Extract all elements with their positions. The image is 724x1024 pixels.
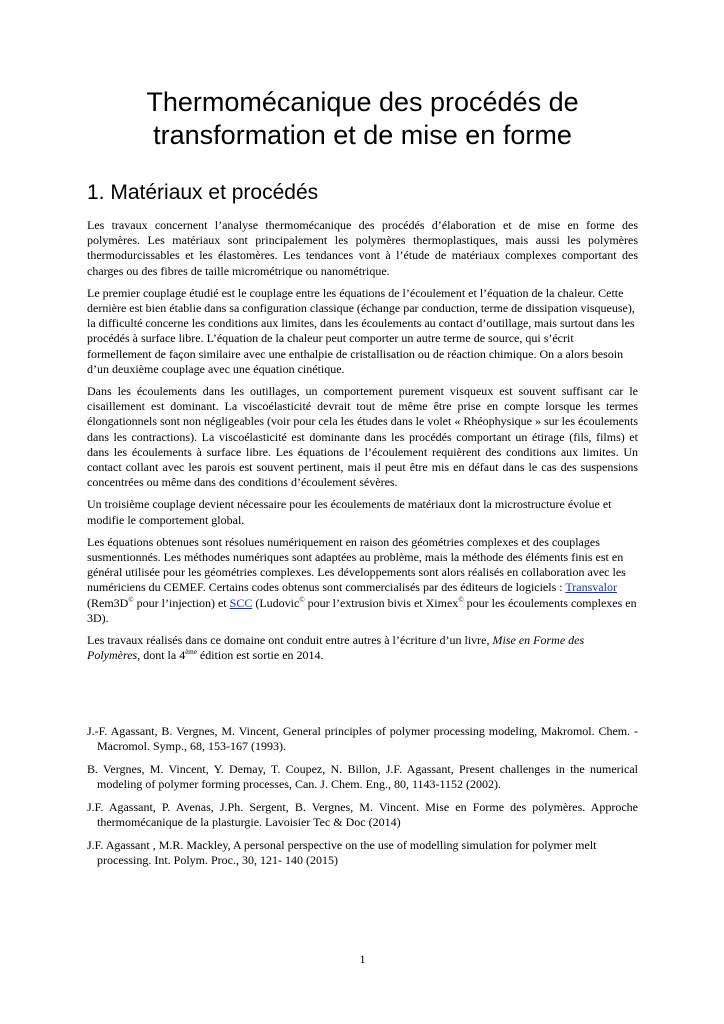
paragraph-intro: Les travaux concernent l’analyse thermomécanique des procédés d’élaboration et de mise en forme des polymères. Les matériaux sont principalement les polymères thermoplastiques, mais aussi les polymères thermodurcissables et les élastomères. Les tendances vont à l’étude de matériaux complexes comportant des charges ou des fibres de taille micrométrique ou nanométrique. (87, 218, 638, 278)
paragraph-numerical: Les équations obtenues sont résolues numériquement en raison des géométries complexes et des couplages susmentionnés. Les méthodes numériques sont adaptées au problème, mais la méthode des éléments finis est en général utilisée pour les géométries complexes. Les développements sont alors réalisés en collaboration avec les numériciens du CEMEF. Certains codes obtenus sont commercialisés par des éditeurs de logiciels : Transvalor (Rem3D© pour l’injection) et SCC (Ludovic© pour l’extrusion bivis et Ximex© pour les écoulements complexes en 3D). (87, 534, 637, 625)
paragraph-book: Les travaux réalisés dans ce domaine ont conduit entre autres à l’écriture d’un livre, Mise en Forme des Polymères, dont la 4ème édition est sortie en 2014. (87, 633, 585, 663)
paragraph-third-coupling: Un troisième couplage devient nécessaire pour les écoulements de matériaux dont la microstructure évolue et modifie le comportement global. (87, 497, 612, 527)
transvalor-link[interactable]: Transvalor (565, 580, 617, 595)
paragraph-viscoelasticity: Dans les écoulements dans les outillages, un comportement purement visqueux est souvent suffisant car le cisaillement est dominant. La viscoélasticité devrait tout de même être prise en compte lorsque les termes élongationnels sont non négligeables (voir pour cela les études dans le volet « Rhéophysique » sur les écoulements dans les contractions). La viscoélasticité est dominante dans les procédés comportant un étirage (fils, films) et dans les écoulements à surface libre. Les équations de l’écoulement requièrent des conditions aux limites. Un contact collant avec les parois est souvent pertinent, mais il peut être mis en défaut dans le cas des suspensions concentrées ou même dans des conditions d’écoulement sévères. (87, 384, 638, 490)
paragraph-heat-coupling: Le premier couplage étudié est le couplage entre les équations de l’écoulement et l’équation de la chaleur. Cette dernière est bien établie dans sa configuration classique (échange par conduction, terme de dissipation visqueuse), la difficulté concerne les conditions aux limites, dans les écoulements au contact d’outillage, mais surtout dans les procédés à surface libre. L’équation de la chaleur peut comporter un autre terme de source, qui s’écrit formellement de façon similaire avec une enthalpie de cristallisation ou de réaction chimique. On a alors besoin d’un deuxième couplage avec une équation cinétique. (87, 285, 635, 376)
copyright-mark: © (128, 595, 134, 604)
scc-link[interactable]: SCC (229, 595, 253, 610)
copyright-mark: © (299, 595, 305, 604)
title-line-1: Thermomécanique des procédés de (146, 87, 579, 117)
body-text (87, 218, 638, 670)
page-title (87, 86, 638, 152)
reference-item: J.-F. Agassant, B. Vergnes, M. Vincent, General principles of polymer processing modeling, Makromol. Chem. - Macromol. Symp., 68, 153-167 (1993). (87, 724, 638, 754)
book-title: Mise en Forme des Polymères (87, 633, 585, 663)
reference-item: B. Vergnes, M. Vincent, Y. Demay, T. Coupez, N. Billon, J.F. Agassant, Present challenges in the numerical modeling of polymer forming processes, Can. J. Chem. Eng., 80, 1143-1152 (2002). (87, 761, 638, 792)
copyright-mark: © (458, 595, 464, 604)
edition-superscript: ème (185, 648, 197, 657)
section-heading: 1. Matériaux et procédés (87, 181, 319, 204)
page-number: 1 (359, 952, 366, 966)
title-line-2: transformation et de mise en forme (153, 120, 572, 150)
reference-list (87, 724, 638, 876)
reference-item: J.F. Agassant, P. Avenas, J.Ph. Sergent, B. Vergnes, M. Vincent. Mise en Forme des polymères. Approche thermomécanique de la plasturgie. Lavoisier Tec & Doc (2014) (87, 799, 638, 830)
document-page (87, 0, 638, 1024)
reference-item: J.F. Agassant , M.R. Mackley, A personal perspective on the use of modelling simulation for polymer melt processing. Int. Polym. Proc., 30, 121- 140 (2015) (87, 837, 597, 867)
